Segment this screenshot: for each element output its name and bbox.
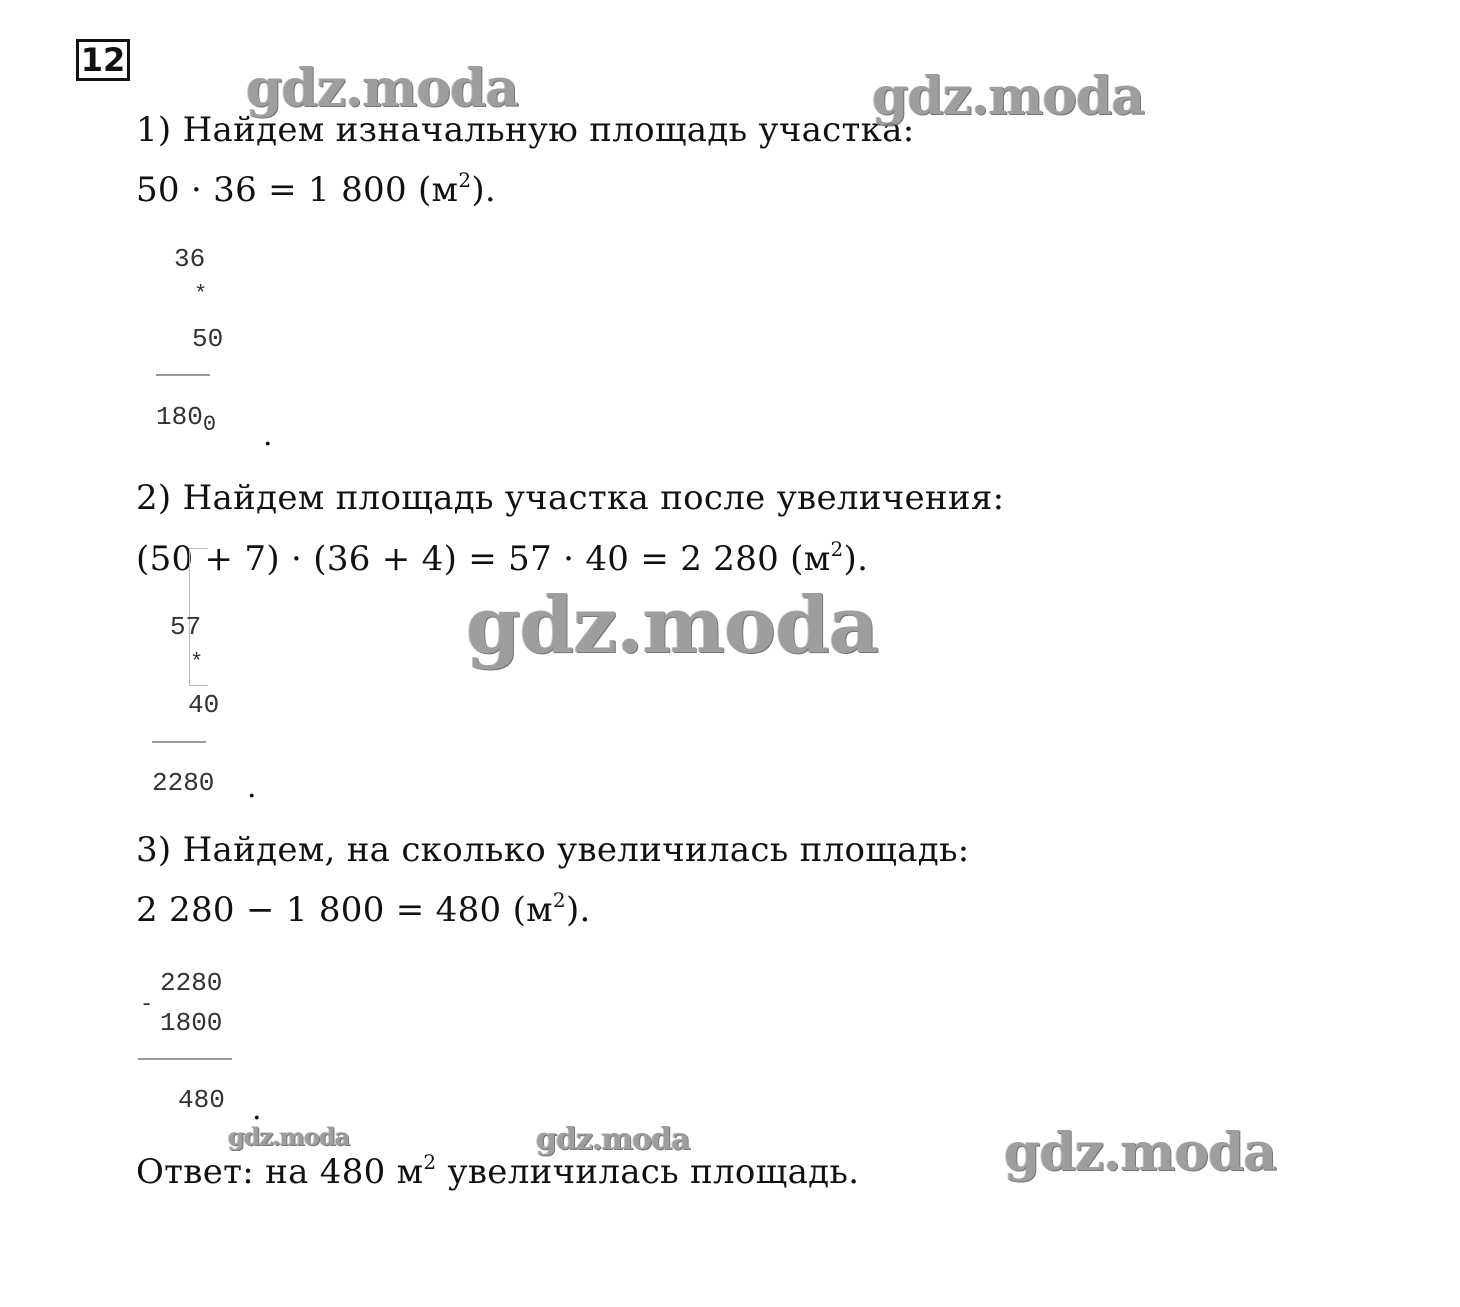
calc-2-op: * [190, 650, 204, 675]
watermark-logo: gdz.moda [466, 580, 879, 671]
calc-1-bar [156, 374, 210, 376]
calc-2-bar [152, 741, 206, 743]
calc-1-result: $180_0$ [156, 402, 217, 437]
watermark-logo: gdz.moda [872, 66, 1145, 127]
watermark-logo: gdz.moda [1004, 1122, 1277, 1183]
calc-1-bottom: 50 [192, 324, 224, 354]
answer-line: Ответ: на 480 $м^2$ увеличилась площадь. [136, 1149, 860, 1192]
calc-1-top: 36 [174, 244, 206, 274]
calc-2-dot: . [247, 770, 257, 805]
step-1-formula: 50 · 36 = 1 800 $(м^2)$. [136, 167, 497, 210]
calc-2-bottom: 40 [188, 690, 220, 720]
calc-1-dot: . [263, 418, 273, 453]
calc-3-top: 2280 [160, 968, 223, 998]
watermark-logo: gdz.moda [246, 58, 519, 119]
step-3-heading: 3) Найдем, на сколько увеличилась площадь: [136, 830, 970, 870]
step-2-formula: (50 + 7) · (36 + 4) = 57 · 40 = 2 280 $(м^2)$. [136, 536, 869, 579]
step-1-heading: 1) Найдем изначальную площадь участка: [136, 110, 915, 150]
calc-2-top: 57 [170, 612, 202, 642]
calc-3-op: - [140, 992, 154, 1017]
calc-3-result: 480 [178, 1085, 225, 1115]
step-2-heading: 2) Найдем площадь участка после увеличения: [136, 478, 1005, 518]
calc-3-bar [138, 1058, 232, 1060]
step-3-formula: 2 280 − 1 800 = 480 $(м^2)$. [136, 887, 591, 930]
watermark-logo: gdz.moda [536, 1122, 690, 1157]
calc-2-result: 2280 [152, 768, 215, 798]
watermark-logo: gdz.moda [228, 1122, 350, 1151]
calc-3-dot: . [252, 1092, 262, 1127]
calc-3-bottom: 1800 [160, 1008, 223, 1038]
task-number-box: 12 [76, 39, 130, 81]
calc-1-op: * [194, 282, 208, 307]
